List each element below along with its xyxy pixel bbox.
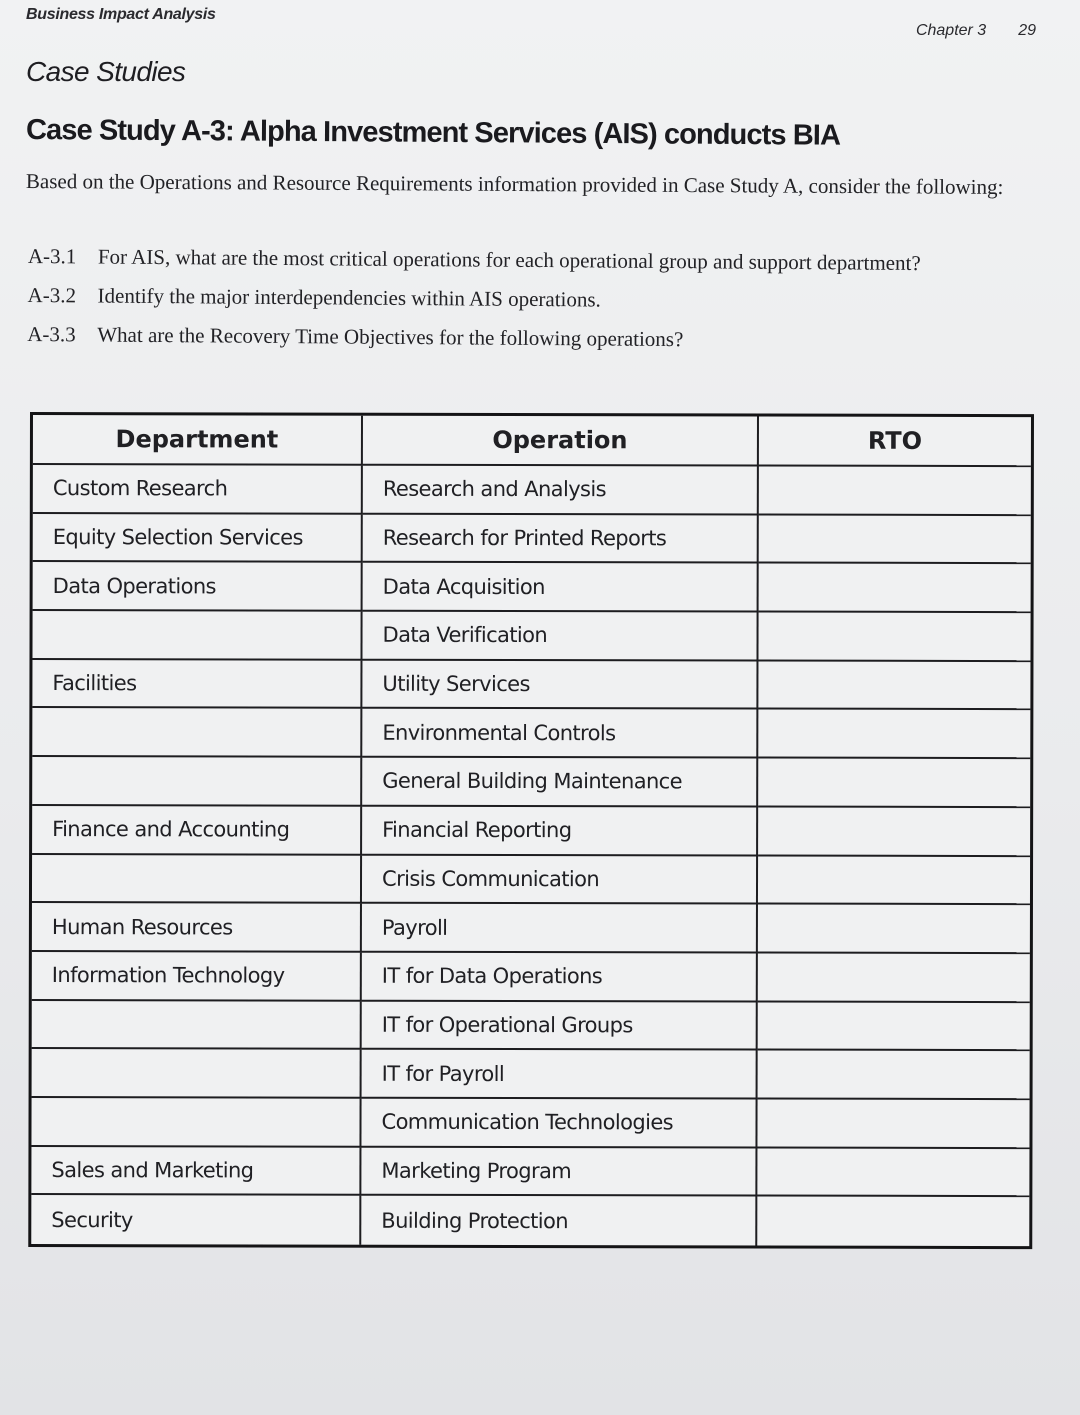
question-text: Identify the major interdependencies within AIS operations. — [97, 283, 601, 312]
operation-cell: Data Acquisition — [363, 563, 759, 613]
department-cell: Equity Selection Services — [33, 514, 363, 563]
department-cell — [32, 855, 362, 904]
question-number: A-3.1 — [27, 244, 77, 269]
question-text: For AIS, what are the most critical operations for each operational group and support department? — [97, 244, 921, 276]
column-header-rto: RTO — [759, 417, 1031, 468]
rto-cell — [758, 856, 1030, 905]
question-list — [27, 244, 1043, 369]
department-cell: Data Operations — [33, 562, 363, 611]
question-number: A-3.3 — [27, 321, 76, 347]
department-cell: Information Technology — [32, 952, 362, 1001]
rto-cell — [758, 905, 1030, 954]
rto-cell — [758, 710, 1030, 759]
operation-cell: Research for Printed Reports — [363, 514, 759, 564]
rto-table — [28, 412, 1034, 1249]
operation-cell: Utility Services — [362, 660, 758, 710]
department-cell: Human Resources — [32, 903, 362, 952]
operation-cell: Communication Technologies — [361, 1099, 757, 1149]
rto-cell — [757, 1099, 1029, 1148]
rto-cell — [759, 515, 1031, 564]
operation-cell: Financial Reporting — [362, 807, 758, 857]
operation-cell: IT for Operational Groups — [362, 1001, 758, 1051]
operation-cell: Building Protection — [361, 1196, 757, 1246]
operation-cell: Data Verification — [362, 612, 758, 662]
department-cell — [32, 1049, 362, 1098]
department-cell — [32, 708, 362, 757]
column-header-department: Department — [33, 415, 363, 466]
question-item — [27, 322, 1042, 369]
page-number: 29 — [1018, 22, 1036, 39]
case-study-title: Case Study A-3: Alpha Investment Services (AIS) conducts BIA — [25, 114, 841, 152]
intro-paragraph: Based on the Operations and Resource Requirements information provided in Case Study A, consider the following: — [25, 168, 1004, 199]
operation-cell: IT for Payroll — [362, 1050, 758, 1100]
rto-cell — [758, 953, 1030, 1002]
question-text: What are the Recovery Time Objectives for the following operations? — [97, 322, 684, 352]
rto-cell — [758, 661, 1030, 710]
operation-cell: Environmental Controls — [362, 709, 758, 759]
rto-cell — [758, 1002, 1030, 1051]
operation-cell: Payroll — [362, 904, 758, 954]
section-title: Case Studies — [26, 56, 186, 87]
operation-cell: Crisis Communication — [362, 855, 758, 905]
rto-cell — [757, 1148, 1029, 1197]
department-cell: Finance and Accounting — [32, 806, 362, 855]
column-header-operation: Operation — [363, 416, 759, 467]
operation-cell: General Building Maintenance — [362, 758, 758, 808]
operation-cell: Research and Analysis — [363, 466, 759, 516]
department-cell: Custom Research — [33, 465, 363, 514]
rto-cell — [758, 1051, 1030, 1100]
running-head-right — [916, 22, 1036, 40]
department-cell — [31, 1098, 361, 1147]
operation-cell: IT for Data Operations — [362, 953, 758, 1003]
rto-cell — [757, 1197, 1029, 1246]
department-cell: Facilities — [32, 660, 362, 709]
rto-cell — [758, 613, 1030, 662]
rto-cell — [759, 467, 1031, 516]
question-number: A-3.2 — [27, 282, 77, 308]
department-cell: Security — [31, 1195, 361, 1244]
chapter-label: Chapter 3 — [915, 22, 987, 39]
department-cell — [32, 757, 362, 806]
rto-cell — [759, 564, 1031, 613]
rto-cell — [758, 807, 1030, 856]
running-head-book-title: Business Impact Analysis — [26, 6, 216, 23]
department-cell — [32, 611, 362, 660]
department-cell: Sales and Marketing — [31, 1147, 361, 1196]
rto-cell — [758, 759, 1030, 808]
operation-cell: Marketing Program — [361, 1147, 757, 1197]
department-cell — [32, 1001, 362, 1050]
